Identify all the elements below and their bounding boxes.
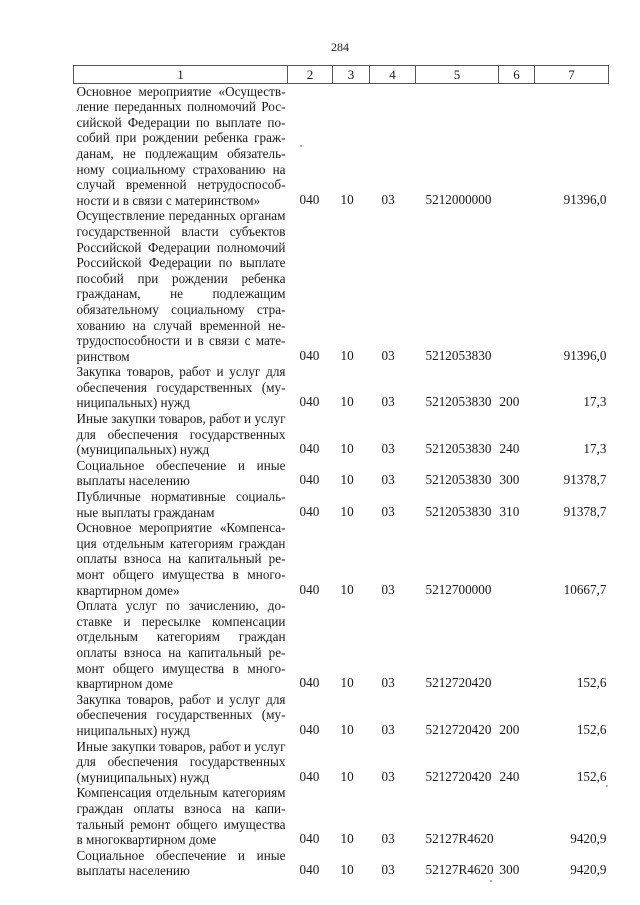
row-ministry-code: 040 (299, 441, 320, 457)
row-subsection-code: 03 (381, 675, 395, 691)
row-name: Закупка товаров, работ и услуг для обеспечения государственных (муниципальных) нужд (76, 364, 286, 411)
row-name: Иные закупки товаров, работ и услуг для обеспечения государственных (муниципальных) нужд (76, 738, 286, 785)
table-row (74, 692, 609, 739)
row-ministry-code: 040 (299, 721, 320, 737)
row-expense-type: 240 (499, 768, 520, 784)
table-row (74, 520, 609, 598)
row-ministry-code: 040 (299, 503, 320, 519)
row-section-code: 10 (340, 394, 354, 410)
row-amount: 91378,7 (563, 503, 607, 519)
column-header-name: 1 (74, 66, 288, 84)
row-expense-type: 300 (499, 472, 520, 488)
row-subsection-code: 03 (381, 721, 395, 737)
row-target-article: 5212053830 (425, 347, 492, 363)
row-section-code: 10 (340, 347, 354, 363)
row-expense-type (499, 520, 535, 598)
table-row (74, 598, 609, 692)
table-row (74, 411, 609, 458)
row-ministry-code: 040 (299, 675, 320, 691)
table-row (74, 785, 609, 847)
row-expense-type (499, 598, 535, 692)
row-section-code: 10 (340, 472, 354, 488)
row-subsection-code: 03 (381, 768, 395, 784)
column-header-target-article: 5 (416, 66, 499, 84)
row-subsection-code: 03 (381, 472, 395, 488)
row-name: Основное мероприятие «Компенсация отдельным категориям граждан оплаты взноса на капитальный ремонт общего имущества в многоквартирном доме» (76, 520, 286, 598)
row-amount: 17,3 (583, 394, 607, 410)
row-target-article: 5212053830 (425, 472, 492, 488)
row-section-code: 10 (340, 862, 354, 878)
row-name: Публичные нормативные социальные выплаты гражданам (76, 489, 286, 520)
row-ministry-code: 040 (299, 394, 320, 410)
row-target-article: 5212700000 (425, 581, 492, 597)
row-expense-type (499, 83, 535, 208)
row-section-code: 10 (340, 768, 354, 784)
row-subsection-code: 03 (381, 394, 395, 410)
row-section-code: 10 (340, 503, 354, 519)
row-section-code: 10 (340, 831, 354, 847)
row-ministry-code: 040 (299, 191, 320, 207)
row-amount: 9420,9 (570, 831, 607, 847)
row-section-code: 10 (340, 675, 354, 691)
row-amount: 17,3 (583, 441, 607, 457)
column-header-ministry: 2 (288, 66, 333, 84)
row-amount: 91378,7 (563, 472, 607, 488)
row-target-article: 5212720420 (425, 675, 492, 691)
row-subsection-code: 03 (381, 503, 395, 519)
row-subsection-code: 03 (381, 441, 395, 457)
row-target-article: 5212053830 (425, 503, 492, 519)
row-name: Оплата услуг по зачислению, доставке и пересылке компенсации отдельным категориям граждан оплаты взноса на капитальный ремонт общего имущества в многоквартирном доме (76, 598, 286, 692)
row-name: Социальное обеспечение и иные выплаты населению (76, 457, 286, 489)
row-amount: 10667,7 (563, 581, 607, 597)
row-section-code: 10 (340, 721, 354, 737)
column-header-section: 3 (333, 66, 370, 84)
row-ministry-code: 040 (299, 831, 320, 847)
row-subsection-code: 03 (381, 831, 395, 847)
row-section-code: 10 (340, 441, 354, 457)
table-row (74, 83, 609, 208)
row-name: Компенсация отдельным категориям граждан оплаты взноса на капитальный ремонт общего имущества в многоквартирном доме (76, 785, 286, 848)
row-ministry-code: 040 (299, 768, 320, 784)
row-name: Закупка товаров, работ и услуг для обеспечения государственных (муниципальных) нужд (76, 691, 286, 738)
row-ministry-code: 040 (299, 581, 320, 597)
table-row (74, 489, 609, 520)
row-subsection-code: 03 (381, 191, 395, 207)
table-row (74, 739, 609, 786)
row-target-article: 52127R4620 (425, 862, 494, 878)
column-header-amount: 7 (535, 66, 609, 84)
row-target-article: 5212000000 (425, 191, 492, 207)
row-section-code: 10 (340, 191, 354, 207)
row-subsection-code: 03 (381, 347, 395, 363)
row-expense-type: 200 (499, 721, 520, 737)
table-row (74, 458, 609, 489)
row-name: Осуществление переданных органам государственной власти субъектов Российской Федерации полномочий Российской Федерации по выплате пособий при рождении ребенка гражданам, не подлежащим обязательному социальному страхованию на случай временной нетрудоспособности и в связи с материнством (76, 208, 286, 364)
row-ministry-code: 040 (299, 472, 320, 488)
row-target-article: 5212720420 (425, 721, 492, 737)
scan-speck (606, 785, 608, 787)
row-name: Социальное обеспечение и иные выплаты населению (76, 847, 286, 879)
scan-speck (490, 880, 492, 882)
row-target-article: 5212720420 (425, 768, 492, 784)
row-subsection-code: 03 (381, 862, 395, 878)
row-expense-type: 300 (499, 862, 520, 878)
row-target-article: 5212053830 (425, 441, 492, 457)
row-section-code: 10 (340, 581, 354, 597)
table-row (74, 364, 609, 411)
row-amount: 91396,0 (563, 191, 607, 207)
row-amount: 9420,9 (570, 862, 607, 878)
column-header-subsection: 4 (370, 66, 416, 84)
column-header-expense-type: 6 (499, 66, 535, 84)
table-row (74, 848, 609, 879)
row-amount: 152,6 (576, 768, 607, 784)
scan-speck (300, 145, 302, 147)
row-name: Основное мероприятие «Осуществление переданных полномочий Российской Федерации по выплате пособий при рождении ребенка гражданам, не подлежащим обязательному социальному страхованию на случай временной нетрудоспособности и в связи с материнством» (76, 83, 286, 208)
page-number: 284 (331, 40, 349, 54)
row-amount: 91396,0 (563, 347, 607, 363)
budget-table (73, 65, 609, 879)
row-expense-type: 200 (499, 394, 520, 410)
row-amount: 152,6 (576, 675, 607, 691)
row-ministry-code: 040 (299, 347, 320, 363)
row-expense-type: 310 (499, 503, 520, 519)
row-subsection-code: 03 (381, 581, 395, 597)
row-amount: 152,6 (576, 721, 607, 737)
row-expense-type: 240 (499, 441, 520, 457)
row-name: Иные закупки товаров, работ и услуг для обеспечения государственных (муниципальных) нужд (76, 411, 286, 458)
column-number-header-row (74, 66, 609, 84)
row-expense-type (499, 208, 535, 364)
table-row (74, 208, 609, 364)
row-ministry-code: 040 (299, 862, 320, 878)
row-target-article: 5212053830 (425, 394, 492, 410)
row-expense-type (499, 785, 535, 847)
row-target-article: 52127R4620 (425, 831, 494, 847)
